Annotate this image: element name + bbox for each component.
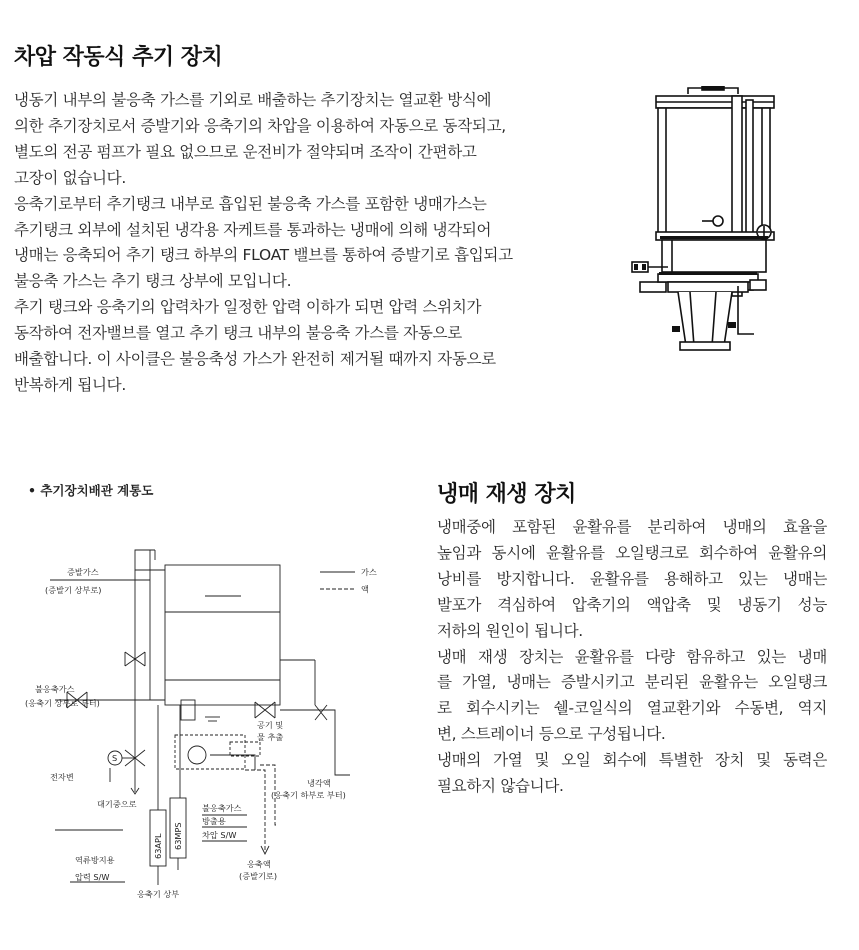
label-to-atmosphere: 대기중으로 <box>97 799 137 809</box>
label-switch-63mps: 63MPS <box>173 822 183 850</box>
legend-gas: 가스 <box>361 567 377 577</box>
label-diff-sw: 차압 S/W <box>202 830 237 840</box>
legend-liquid: 액 <box>361 584 369 594</box>
paragraph-line: 낭비를 방지합니다. 윤활유를 용해하고 있는 냉매는 <box>437 569 827 588</box>
purge-description <box>14 88 584 399</box>
paragraph-line: 냉매는 응축되어 추기 탱크 하부의 FLOAT 밸브를 통하여 증발기로 흡입되고 <box>14 246 513 265</box>
paragraph-line: 불응축 가스는 추기 탱크 상부에 모입니다. <box>14 272 292 291</box>
paragraph-line: 냉매중에 포함된 윤활유를 분리하여 냉매의 효율을 <box>437 518 827 536</box>
paragraph-line: 별도의 전공 펌프가 필요 없으므로 운전비가 절약되며 조작이 간편하고 <box>14 142 477 161</box>
paragraph-line: 고장이 없습니다. <box>14 168 126 187</box>
label-cond-top: 응축기 상부 <box>137 889 180 899</box>
label-to-evap: (증발기로) <box>239 871 278 881</box>
paragraph-line: 발포가 격심하여 압축기의 액압축 및 냉동기 성능 <box>437 595 827 614</box>
label-evap-top: (증발기 상부로) <box>45 585 102 595</box>
paragraph-line: 냉매의 가열 및 오일 회수에 특별한 장치 및 동력은 <box>437 751 827 770</box>
section-title-purge: 차압 작동식 추기 장치 <box>14 45 223 70</box>
label-noncond-gas: 불응축가스 <box>35 684 75 694</box>
label-noncond-gas-2: 불응축가스 <box>202 803 242 813</box>
label-backflow: 역류방지용 <box>75 855 115 865</box>
paragraph-line: 응축기로부터 추기탱크 내부로 흡입된 불응축 가스를 포함한 냉매가스는 <box>14 194 487 213</box>
paragraph-line: 추기 탱크와 응축기의 압력차가 일정한 압력 이하가 되면 압력 스위치가 <box>14 298 482 317</box>
paragraph-line: 냉매 재생 장치는 윤활유를 다량 함유하고 있는 냉매 <box>437 647 827 666</box>
label-press-sw: 압력 S/W <box>75 872 110 882</box>
paragraph-line: 필요하지 않습니다. <box>437 777 564 796</box>
paragraph-line: 의한 추기장치로서 증발기와 응축기의 차압을 이용하여 자동으로 동작되고, <box>14 116 506 135</box>
paragraph-line: 를 가열, 냉매는 증발시키고 분리된 윤활유는 오일탱크 <box>437 673 827 692</box>
label-evap-gas: 증발가스 <box>67 567 99 577</box>
label-solenoid: 전자변 <box>50 772 74 782</box>
label-switch-63apl: 63APL <box>153 833 163 859</box>
label-extract: 물 추출 <box>257 732 284 742</box>
purge-tank-illustration <box>628 86 778 354</box>
regeneration-description <box>437 515 827 800</box>
paragraph-line: 추기탱크 외부에 설치된 냉각용 자케트를 통과하는 냉매에 의해 냉각되어 <box>14 220 492 239</box>
paragraph-line: 동작하여 전자밸브를 열고 추기 탱크 내부의 불응축 가스를 자동으로 <box>14 324 462 343</box>
label-air-water: 공기 및 <box>257 720 284 730</box>
label-s-mark: S <box>112 753 118 763</box>
purge-piping-diagram <box>15 530 415 910</box>
paragraph-line: 배출합니다. 이 사이클은 불응축성 가스가 완전히 제거될 때까지 자동으로 <box>14 350 496 369</box>
paragraph-line: 저하의 원인이 됩니다. <box>437 621 583 640</box>
label-from-cond-top: (응축기 상부로 부터) <box>25 698 100 708</box>
paragraph-line: 변, 스트레이너 등으로 구성됩니다. <box>437 725 666 744</box>
paragraph-line: 냉동기 내부의 불응축 가스를 기외로 배출하는 추기장치는 열교환 방식에 <box>14 91 492 109</box>
diagram-title: • 추기장치배관 계통도 <box>28 483 154 498</box>
label-coolant: 냉각액 <box>307 778 331 788</box>
label-cond-liquid: 응축액 <box>247 859 271 869</box>
paragraph-line: 반복하게 됩니다. <box>14 375 126 394</box>
paragraph-line: 높임과 동시에 윤활유를 오일탱크로 회수하여 윤활유의 <box>437 543 827 562</box>
label-from-cond-bottom: (응축기 하부로 부터) <box>271 790 346 800</box>
label-discharge: 방출용 <box>202 816 226 826</box>
paragraph-line: 로 회수시키는 쉘-코일식의 열교환기와 수동변, 역지 <box>437 699 827 718</box>
section-title-regeneration: 냉매 재생 장치 <box>437 482 576 507</box>
